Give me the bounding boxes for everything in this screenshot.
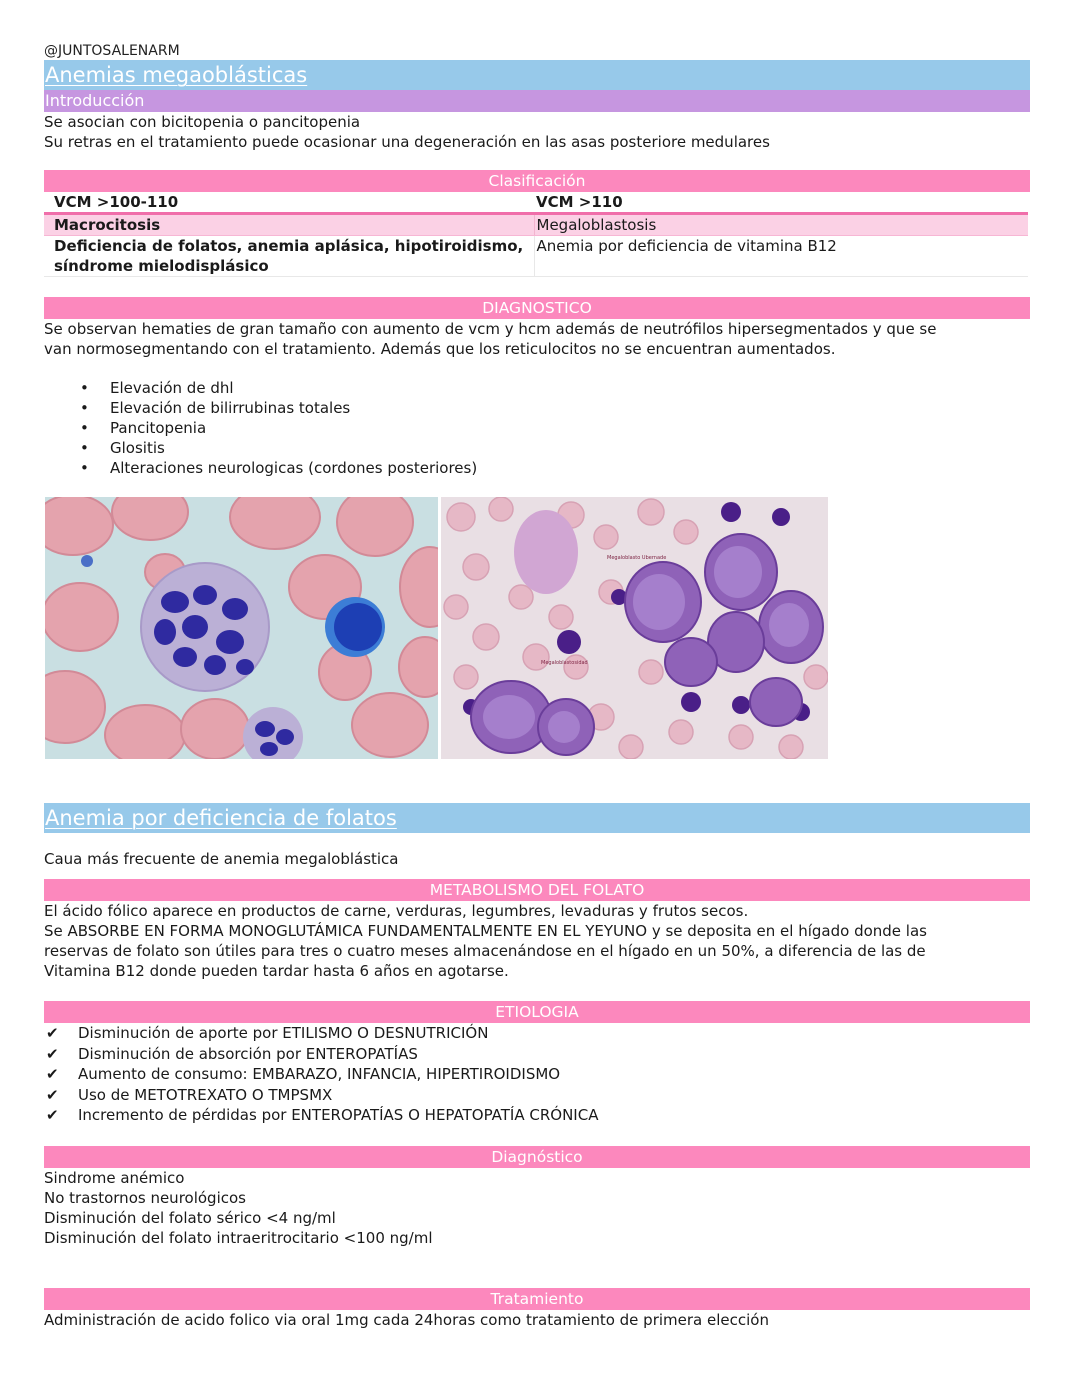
- list-item-text: Glositis: [110, 439, 165, 457]
- spacer: [44, 833, 1030, 849]
- table-cell: Macrocitosis: [44, 214, 534, 236]
- diagnostico-text-line-2: van normosegmentando con el tratamiento. Además que los reticulocitos no se encuentran aumentados.: [44, 340, 836, 358]
- diagnostico-text-line-1: Se observan hematies de gran tamaño con aumento de vcm y hcm además de neutrófilos hipersegmentados y que se: [44, 320, 937, 338]
- intro-line-2: Su retras en el tratamiento puede ocasionar una degeneración en las asas posteriore medulares: [44, 133, 770, 151]
- diagnostico-folatos-line-4: Disminución del folato intraeritrocitario <100 ng/ml: [44, 1228, 433, 1247]
- bullet-icon: •: [80, 399, 89, 417]
- clasificacion-header: Clasificación: [44, 170, 1030, 192]
- clasificacion-table: [44, 192, 1028, 277]
- metabolismo-line-1: El ácido fólico aparece en productos de carne, verduras, legumbres, levaduras y frutos secos.: [44, 902, 749, 920]
- list-item: [44, 1064, 1030, 1085]
- diagnostico-folatos-line-2: No trastornos neurológicos: [44, 1188, 246, 1207]
- bone-marrow-megaloblast-image: [441, 497, 828, 759]
- list-item-text: Disminución de absorción por ENTEROPATÍAS: [78, 1044, 418, 1063]
- spacer: [44, 869, 1030, 879]
- metabolismo-line-4: Vitamina B12 donde pueden tardar hasta 6 años en agotarse.: [44, 962, 509, 980]
- spacer: [44, 1248, 1030, 1288]
- spacer: [44, 277, 1030, 297]
- table-header-cell: VCM >110: [534, 192, 1028, 214]
- metabolismo-line-3: reservas de folato son útiles para tres o cuatro meses almacenándose en el hígado en un 50%, a diferencia de las de: [44, 942, 926, 960]
- table-cell: Megaloblastosis: [534, 214, 1028, 236]
- author-handle: @JUNTOSALENARM: [44, 43, 180, 59]
- list-item-text: Alteraciones neurologicas (cordones posteriores): [110, 459, 478, 477]
- table-row: [44, 214, 1028, 236]
- checkmark-icon: ✔: [46, 1065, 59, 1083]
- list-item: [44, 438, 1030, 458]
- spacer: [44, 981, 1030, 1001]
- list-item: [44, 1023, 1030, 1044]
- checkmark-icon: ✔: [46, 1106, 59, 1124]
- spacer: [44, 152, 1030, 170]
- diagnostico-folatos-header: Diagnóstico: [44, 1146, 1030, 1168]
- metabolismo-header: METABOLISMO DEL FOLATO: [44, 879, 1030, 901]
- section-title-anemias-megaloblasticas[interactable]: Anemias megaoblásticas: [44, 60, 1030, 90]
- spacer: [44, 1126, 1030, 1146]
- section-title-deficiencia-folatos[interactable]: Anemia por deficiencia de folatos: [44, 803, 1030, 833]
- list-item-text: Elevación de dhl: [110, 379, 234, 397]
- intro-line-1: Se asocian con bicitopenia o pancitopenia: [44, 113, 361, 131]
- list-item: [44, 398, 1030, 418]
- micrograph-label-2: Megaloblastosidad: [541, 660, 588, 666]
- intro-header: Introducción: [44, 90, 1030, 112]
- tratamiento-header: Tratamiento: [44, 1288, 1030, 1310]
- folatos-subtitle: Caua más frecuente de anemia megaloblástica: [44, 850, 399, 868]
- micrograph-image-right: [441, 497, 828, 759]
- table-cell: [44, 236, 534, 277]
- spacer: [44, 478, 1030, 497]
- etiologia-header: ETIOLOGIA: [44, 1001, 1030, 1023]
- diagnostico-header: DIAGNOSTICO: [44, 297, 1030, 319]
- list-item: [44, 1044, 1030, 1065]
- list-item: [44, 1105, 1030, 1126]
- spacer: [44, 759, 1030, 803]
- table-row: [44, 236, 1028, 277]
- bullet-icon: •: [80, 439, 89, 457]
- diagnostico-folatos-line-3: Disminución del folato sérico <4 ng/ml: [44, 1208, 336, 1227]
- list-item-text: Aumento de consumo: EMBARAZO, INFANCIA, HIPERTIROIDISMO: [78, 1065, 561, 1083]
- micrograph-image-left: [45, 497, 438, 759]
- bullet-icon: •: [80, 379, 89, 397]
- metabolismo-line-2: Se ABSORBE EN FORMA MONOGLUTÁMICA FUNDAMENTALMENTE EN EL YEYUNO y se deposita en el hígado donde las: [44, 922, 927, 940]
- checkmark-icon: ✔: [46, 1024, 59, 1042]
- checkmark-icon: ✔: [46, 1085, 59, 1104]
- list-item: [44, 458, 1030, 478]
- micrograph-label-1: Megaloblasto Ubernade: [607, 555, 667, 561]
- micrograph-images: [44, 497, 830, 759]
- list-item: [44, 418, 1030, 438]
- bullet-icon: •: [80, 419, 89, 437]
- diagnostico-folatos-line-1: Sindrome anémico: [44, 1168, 185, 1187]
- list-item-text: Disminución de aporte por ETILISMO O DESNUTRICIÓN: [78, 1024, 489, 1042]
- checkmark-icon: ✔: [46, 1044, 59, 1063]
- list-item: [44, 378, 1030, 398]
- blood-smear-neutrophil-image: [45, 497, 438, 759]
- table-cell-line: síndrome mielodisplásico: [54, 257, 269, 275]
- table-header-row: [44, 192, 1028, 214]
- tratamiento-text: Administración de acido folico via oral 1mg cada 24horas como tratamiento de primera elección: [44, 1310, 769, 1329]
- diagnostico-bullet-list: [44, 378, 1030, 478]
- etiologia-check-list: [44, 1023, 1030, 1126]
- spacer: [44, 359, 1030, 378]
- bullet-icon: •: [80, 459, 89, 477]
- list-item-text: Elevación de bilirrubinas totales: [110, 399, 351, 417]
- list-item: [44, 1085, 1030, 1106]
- table-cell-line: Deficiencia de folatos, anemia aplásica, hipotiroidismo,: [54, 237, 524, 255]
- list-item-text: Incremento de pérdidas por ENTEROPATÍAS O HEPATOPATÍA CRÓNICA: [78, 1106, 599, 1124]
- table-header-cell: VCM >100-110: [44, 192, 534, 214]
- document-page: [44, 42, 1030, 1330]
- list-item-text: Uso de METOTREXATO O TMPSMX: [78, 1085, 333, 1104]
- table-cell: Anemia por deficiencia de vitamina B12: [534, 236, 1028, 277]
- list-item-text: Pancitopenia: [110, 419, 207, 437]
